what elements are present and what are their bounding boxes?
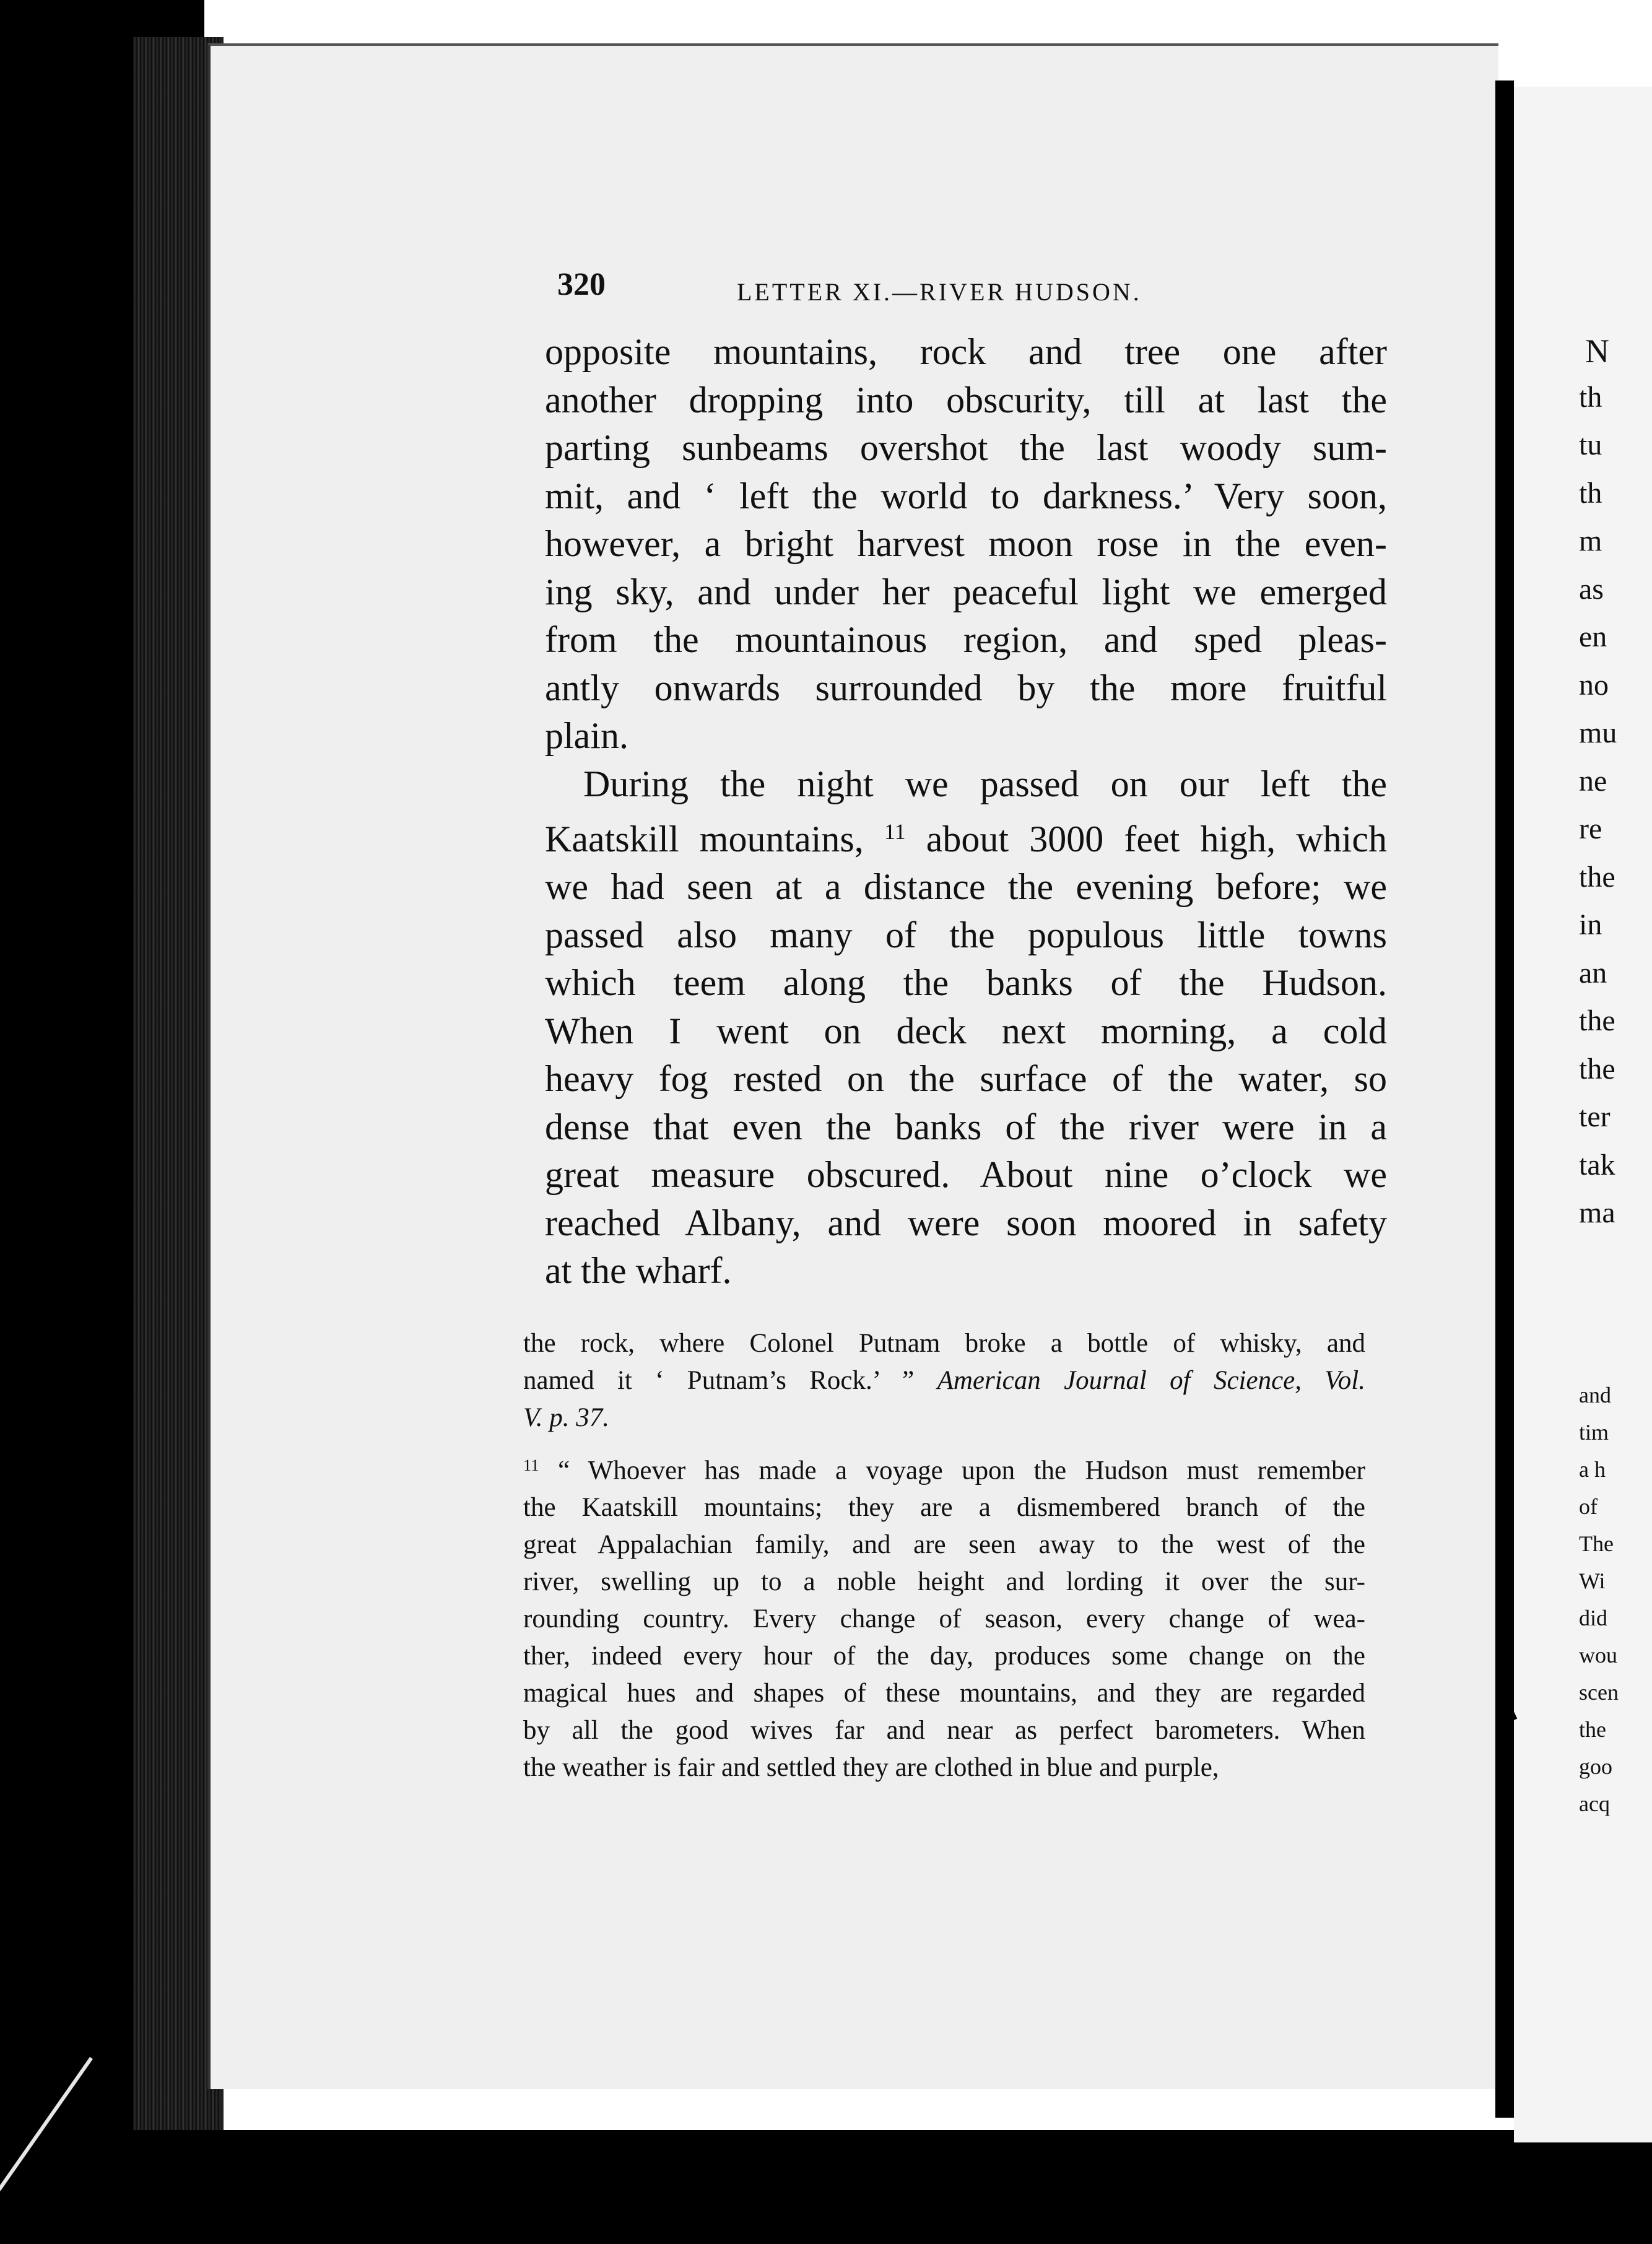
paragraph-line: When I went on deck next morning, a cold: [545, 1010, 1387, 1051]
footnote-line: magical hues and shapes of these mountains, and they are regarded: [523, 1679, 1365, 1708]
paragraph-2-rest: [545, 863, 1387, 1295]
footnote-line: great Appalachian family, and are seen away to the west of the: [523, 1530, 1365, 1560]
paragraph-line: from the mountainous region, and sped pleas-: [545, 619, 1387, 660]
right-page-fragment: tu: [1579, 428, 1602, 461]
right-page-fragment: tak: [1579, 1148, 1615, 1181]
right-page-fragment: The: [1579, 1531, 1614, 1556]
paragraph-line: plain.: [545, 715, 628, 756]
right-book-page-fragment: [1514, 87, 1652, 2142]
footnote-line: the rock, where Colonel Putnam broke a bottle of whisky, and: [523, 1329, 1365, 1358]
paragraph-line: opposite mountains, rock and tree one after: [545, 331, 1387, 372]
right-page-fragment: as: [1579, 572, 1604, 606]
right-page-fragment: th: [1579, 476, 1602, 510]
right-page-fragment: ma: [1579, 1196, 1615, 1229]
citation: V. p. 37.: [523, 1403, 609, 1432]
footnote-11-rest: [523, 1489, 1365, 1786]
footnote-line-part: “ Whoever has made a voyage upon the Hudson must remember: [539, 1456, 1365, 1485]
footnote-line-part: named it ‘ Putnam’s Rock.’ ”: [523, 1366, 915, 1395]
right-page-fragment: an: [1579, 956, 1607, 989]
right-page-fragment: the: [1579, 860, 1615, 894]
right-page-fragment: en: [1579, 620, 1607, 653]
right-page-fragment: acq: [1579, 1791, 1610, 1816]
right-page-fragment: the: [1579, 1052, 1615, 1085]
right-page-fragment: ter: [1579, 1100, 1611, 1133]
footnote-line: [523, 1362, 1365, 1399]
scanner-bed-bottom: [99, 2130, 1652, 2244]
paragraph-line: parting sunbeams overshot the last woody sum-: [545, 427, 1387, 468]
footnote-line: ther, indeed every hour of the day, produces some change on the: [523, 1642, 1365, 1671]
footnote-line: [523, 1399, 1365, 1437]
paragraph-line: During the night we passed on our left the: [583, 763, 1387, 804]
footnote-line: the Kaatskill mountains; they are a dismembered branch of the: [523, 1493, 1365, 1523]
footnote-line: the weather is fair and settled they are clothed in blue and purple,: [523, 1753, 1219, 1783]
running-head: LETTER XI.—RIVER HUDSON.: [737, 278, 1142, 306]
paragraph-1: [545, 328, 1387, 760]
footnote-reference[interactable]: 11: [884, 819, 906, 844]
right-page-fragment: mu: [1579, 716, 1617, 749]
paragraph-line: heavy fog rested on the surface of the water, so: [545, 1058, 1387, 1100]
paragraph-2: [545, 760, 1387, 1295]
paragraph-line: which teem along the banks of the Hudson.: [545, 962, 1387, 1004]
right-page-fragment: goo: [1579, 1754, 1612, 1779]
right-page-fragment: N: [1585, 333, 1609, 370]
footnote-line: by all the good wives far and near as perfect barometers. When: [523, 1716, 1365, 1746]
paragraph-line: another dropping into obscurity, till at last the: [545, 379, 1387, 420]
right-page-fragment: a h: [1579, 1457, 1606, 1482]
right-page-fragment: and: [1579, 1383, 1611, 1407]
paragraph-line-part: Kaatskill mountains,: [545, 818, 864, 859]
paragraph-line: however, a bright harvest moon rose in the even-: [545, 523, 1387, 564]
right-page-fragment: of: [1579, 1494, 1598, 1519]
paragraph-line: great measure obscured. About nine o’clock we: [545, 1154, 1387, 1196]
right-page-fragment: scen: [1579, 1680, 1619, 1705]
right-page-fragment: ne: [1579, 764, 1607, 798]
right-page-fragment: in: [1579, 908, 1602, 941]
paragraph-line: dense that even the banks of the river were in a: [545, 1106, 1387, 1147]
right-page-fragment: m: [1579, 524, 1602, 557]
paragraph-line: antly onwards surrounded by the more fruitful: [545, 667, 1387, 708]
footnote-marker: 11: [523, 1456, 539, 1474]
page-header: [557, 266, 1375, 310]
right-page-fragment: tim: [1579, 1420, 1609, 1445]
page-number: 320: [557, 267, 606, 302]
paragraph-line-part: about 3000 feet high, which: [905, 818, 1387, 859]
footnotes: [523, 1325, 1365, 1786]
right-page-fragment: no: [1579, 668, 1609, 702]
paragraph-line: passed also many of the populous little towns: [545, 914, 1387, 955]
citation: American Journal of Science, Vol.: [937, 1366, 1366, 1395]
right-page-fragment: re: [1579, 812, 1602, 845]
body-text: [545, 328, 1387, 1295]
paragraph-line: ing sky, and under her peaceful light we emerged: [545, 571, 1387, 612]
right-page-fragment: did: [1579, 1606, 1608, 1630]
right-page-fragment: the: [1579, 1004, 1615, 1037]
paragraph-line: reached Albany, and were soon moored in safety: [545, 1202, 1387, 1243]
paragraph-line: mit, and ‘ left the world to darkness.’ Very soon,: [545, 475, 1387, 516]
paragraph-line: we had seen at a distance the evening before; we: [545, 866, 1387, 908]
right-page-fragment: Wi: [1579, 1568, 1606, 1593]
footnote-line: rounding country. Every change of season, every change of wea-: [523, 1604, 1365, 1634]
paragraph-line: at the wharf.: [545, 1250, 732, 1292]
paragraph-line: [545, 808, 1387, 863]
right-page-fragment: th: [1579, 380, 1602, 414]
footnote-line: [523, 1446, 1365, 1489]
footnote-line: river, swelling up to a noble height and lording it over the sur-: [523, 1567, 1365, 1597]
book-gutter: [1495, 80, 1514, 2118]
right-page-fragment: wou: [1579, 1643, 1617, 1668]
right-page-fragment: the: [1579, 1717, 1606, 1742]
